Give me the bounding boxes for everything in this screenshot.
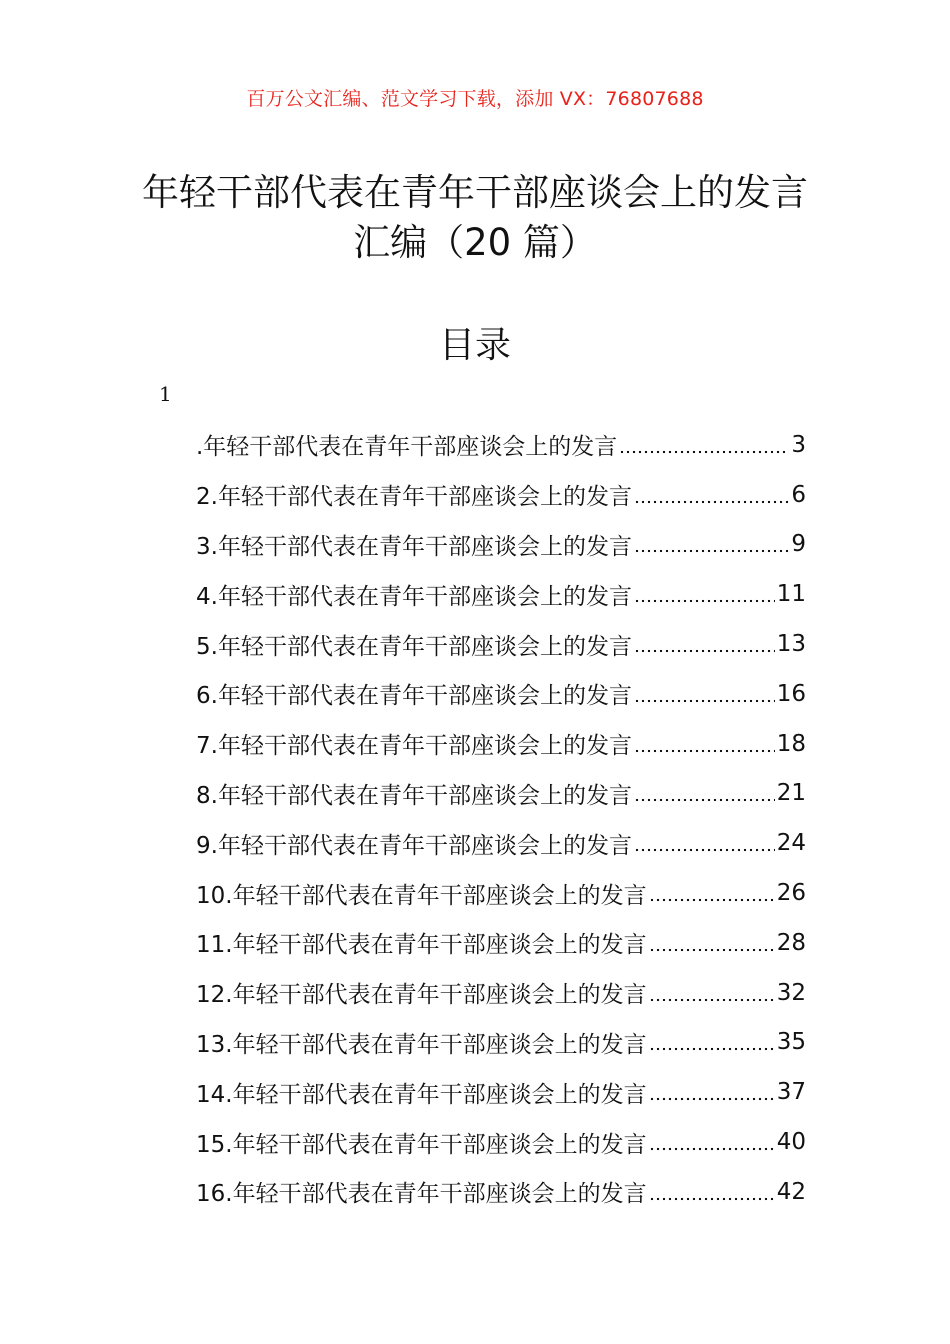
toc-page-number: 28 — [776, 929, 806, 956]
toc-dot-leader — [634, 549, 789, 553]
toc-page-number: 35 — [776, 1029, 806, 1056]
toc-dot-leader — [634, 599, 775, 603]
toc-entry-title: 11.年轻干部代表在青年干部座谈会上的发言 — [196, 932, 647, 959]
toc-dot-leader — [649, 1097, 775, 1101]
toc-dot-leader — [619, 450, 789, 454]
toc-dot-leader — [634, 500, 789, 504]
toc-dot-leader — [634, 699, 775, 703]
toc-page-number: 42 — [776, 1178, 806, 1205]
toc-entry[interactable] — [196, 520, 806, 570]
toc-entry[interactable] — [196, 669, 806, 719]
toc-dot-leader — [649, 948, 775, 952]
toc-dot-leader — [634, 649, 775, 653]
toc-page-number: 37 — [776, 1079, 806, 1106]
toc-page-number: 24 — [776, 830, 806, 857]
toc-entry-title: 5.年轻干部代表在青年干部座谈会上的发言 — [196, 633, 632, 660]
toc-entry[interactable] — [196, 769, 806, 819]
toc-dot-leader — [649, 898, 775, 902]
toc-entry-title: 15.年轻干部代表在青年干部座谈会上的发言 — [196, 1131, 647, 1158]
toc-entry-title: 3.年轻干部代表在青年干部座谈会上的发言 — [196, 533, 632, 560]
toc-page-number: 26 — [776, 880, 806, 907]
toc-entry-title: 14.年轻干部代表在青年干部座谈会上的发言 — [196, 1081, 647, 1108]
toc-dot-leader — [634, 749, 775, 753]
toc-dot-leader — [649, 998, 775, 1002]
toc-page-number: 3 — [791, 431, 806, 458]
toc-entry[interactable] — [196, 420, 806, 470]
stray-number: 1 — [159, 382, 172, 406]
table-of-contents — [196, 420, 806, 1217]
toc-dot-leader — [634, 848, 775, 852]
toc-entry-title: 12.年轻干部代表在青年干部座谈会上的发言 — [196, 982, 647, 1009]
toc-entry-title: 8.年轻干部代表在青年干部座谈会上的发言 — [196, 782, 632, 809]
header-note: 百万公文汇编、范文学习下载，添加 VX：76807688 — [246, 88, 704, 110]
toc-entry-title: 6.年轻干部代表在青年干部座谈会上的发言 — [196, 683, 632, 710]
toc-page-number: 18 — [776, 730, 806, 757]
toc-entry[interactable] — [196, 1167, 806, 1217]
toc-entry[interactable] — [196, 619, 806, 669]
document-title — [120, 168, 830, 268]
toc-heading: 目录 — [438, 325, 511, 366]
toc-dot-leader — [649, 1047, 775, 1051]
toc-entry[interactable] — [196, 1018, 806, 1068]
toc-entry-title: 7.年轻干部代表在青年干部座谈会上的发言 — [196, 733, 632, 760]
toc-entry-title: 10.年轻干部代表在青年干部座谈会上的发言 — [196, 882, 647, 909]
toc-entry[interactable] — [196, 918, 806, 968]
toc-entry[interactable] — [196, 569, 806, 619]
toc-page-number: 40 — [776, 1129, 806, 1156]
toc-entry[interactable] — [196, 1117, 806, 1167]
toc-page-number: 21 — [776, 780, 806, 807]
toc-dot-leader — [649, 1197, 775, 1201]
toc-dot-leader — [649, 1147, 775, 1151]
toc-entry[interactable] — [196, 818, 806, 868]
toc-entry[interactable] — [196, 968, 806, 1018]
toc-page-number: 13 — [776, 631, 806, 658]
toc-page-number: 6 — [791, 481, 806, 508]
toc-entry-title: .年轻干部代表在青年干部座谈会上的发言 — [196, 434, 618, 461]
toc-dot-leader — [634, 798, 775, 802]
toc-entry-title: 2.年轻干部代表在青年干部座谈会上的发言 — [196, 484, 632, 511]
toc-page-number: 16 — [776, 680, 806, 707]
document-title-line-1: 年轻干部代表在青年干部座谈会上的发言 — [142, 171, 808, 214]
toc-page-number: 11 — [776, 581, 806, 608]
toc-page-number: 32 — [776, 979, 806, 1006]
toc-entry-title: 13.年轻干部代表在青年干部座谈会上的发言 — [196, 1031, 647, 1058]
toc-entry-title: 16.年轻干部代表在青年干部座谈会上的发言 — [196, 1181, 647, 1208]
toc-entry[interactable] — [196, 470, 806, 520]
toc-entry[interactable] — [196, 719, 806, 769]
toc-entry-title: 9.年轻干部代表在青年干部座谈会上的发言 — [196, 832, 632, 859]
document-title-line-2: 汇编（20 篇） — [353, 221, 597, 264]
toc-page-number: 9 — [791, 531, 806, 558]
toc-entry[interactable] — [196, 868, 806, 918]
toc-entry[interactable] — [196, 1067, 806, 1117]
toc-entry-title: 4.年轻干部代表在青年干部座谈会上的发言 — [196, 583, 632, 610]
